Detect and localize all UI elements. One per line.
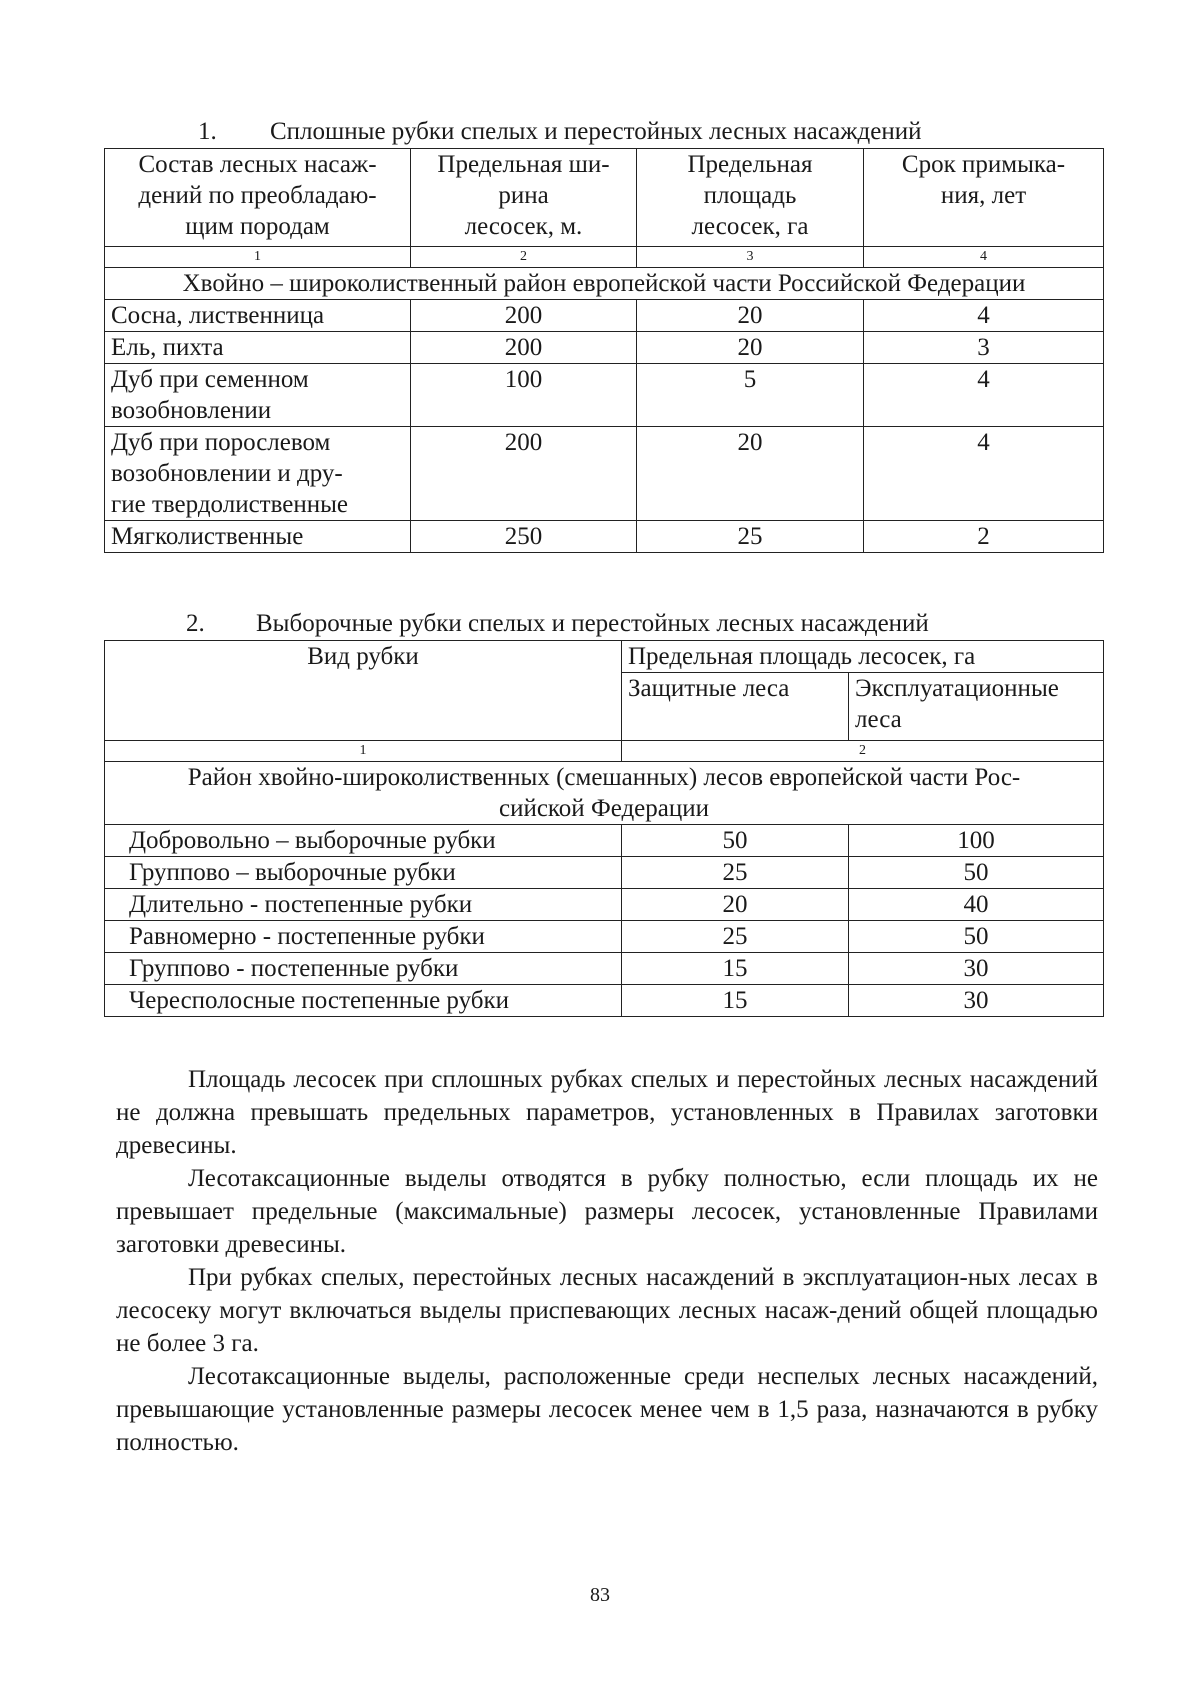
table-row: [105, 857, 1104, 889]
table2-colnum: 1: [105, 741, 622, 762]
table2-header-row: [105, 641, 1104, 673]
table2-header-area: Предельная площадь лесосек, га: [622, 641, 1104, 673]
table2-region-row: [105, 762, 1104, 825]
table2: [104, 640, 1104, 1017]
table-row: [105, 300, 1104, 332]
term-cell: 2: [864, 521, 1104, 553]
table1-header-term: Срок примыка- ния, лет: [864, 149, 1104, 247]
table2-colnum: 2: [622, 741, 1104, 762]
exploitation-cell: 40: [849, 889, 1104, 921]
table-row: [105, 953, 1104, 985]
term-cell: 4: [864, 427, 1104, 521]
table2-region: Район хвойно-широколиственных (смешанных) лесов европейской части Рос- сийской Федерации: [105, 762, 1104, 825]
table1-caption: [198, 118, 921, 146]
species-cell: Ель, пихта: [105, 332, 411, 364]
area-cell: 20: [637, 332, 864, 364]
paragraph: Лесотаксационные выделы, расположенные среди неспелых лесных насаждений, превышающие установленные размеры лесосек менее чем в 1,5 раза, назначаются в рубку полностью.: [116, 1363, 1098, 1456]
term-cell: 4: [864, 364, 1104, 427]
area-cell: 20: [637, 427, 864, 521]
width-cell: 200: [411, 332, 637, 364]
exploitation-cell: 30: [849, 985, 1104, 1017]
area-cell: 25: [637, 521, 864, 553]
kind-cell: Группово - постепенные рубки: [105, 953, 622, 985]
species-cell: Сосна, лиственница: [105, 300, 411, 332]
species-cell: Дуб при семенном возобновлении: [105, 364, 411, 427]
protective-cell: 15: [622, 953, 849, 985]
width-cell: 100: [411, 364, 637, 427]
table-row: [105, 521, 1104, 553]
protective-cell: 25: [622, 921, 849, 953]
page-number: 83: [590, 1584, 610, 1606]
species-cell: Дуб при порослевом возобновлении и дру- гие твердолиственные: [105, 427, 411, 521]
exploitation-cell: 50: [849, 921, 1104, 953]
protective-cell: 20: [622, 889, 849, 921]
width-cell: 200: [411, 300, 637, 332]
table2-sub-exploitation: Эксплуатационные леса: [849, 673, 1104, 741]
exploitation-cell: 30: [849, 953, 1104, 985]
table2-sub-protective: Защитные леса: [622, 673, 849, 741]
table-row: [105, 332, 1104, 364]
table1-number: 1.: [198, 118, 217, 145]
kind-cell: Длительно - постепенные рубки: [105, 889, 622, 921]
exploitation-cell: 50: [849, 857, 1104, 889]
protective-cell: 15: [622, 985, 849, 1017]
table1-region-row: [105, 268, 1104, 300]
area-cell: 20: [637, 300, 864, 332]
table1-title: Сплошные рубки спелых и перестойных лесных насаждений: [270, 118, 922, 145]
protective-cell: 50: [622, 825, 849, 857]
protective-cell: 25: [622, 857, 849, 889]
table1-header-width: Предельная ши- рина лесосек, м.: [411, 149, 637, 247]
table-row: [105, 889, 1104, 921]
table1: [104, 148, 1104, 553]
kind-cell: Добровольно – выборочные рубки: [105, 825, 622, 857]
table1-colnum: 3: [637, 247, 864, 268]
table1-header-species: Состав лесных насаж- дений по преобладаю- щим породам: [105, 149, 411, 247]
paragraph: При рубках спелых, перестойных лесных насаждений в эксплуатацион-ных лесах в лесосеку могут включаться выделы приспевающих лесных насаж-дений общей площадью не более 3 га.: [116, 1264, 1098, 1357]
area-cell: 5: [637, 364, 864, 427]
body-text: [116, 1063, 1098, 1459]
table1-colnum: 4: [864, 247, 1104, 268]
table2-number: 2.: [186, 610, 205, 637]
kind-cell: Чересполосные постепенные рубки: [105, 985, 622, 1017]
kind-cell: Равномерно - постепенные рубки: [105, 921, 622, 953]
width-cell: 200: [411, 427, 637, 521]
table2-column-numbers: [105, 741, 1104, 762]
table1-colnum: 1: [105, 247, 411, 268]
table2-caption: [186, 610, 929, 638]
table2-header-kind: Вид рубки: [105, 641, 622, 741]
term-cell: 3: [864, 332, 1104, 364]
table-row: [105, 427, 1104, 521]
table1-column-numbers: [105, 247, 1104, 268]
kind-cell: Группово – выборочные рубки: [105, 857, 622, 889]
paragraph: Площадь лесосек при сплошных рубках спелых и перестойных лесных насаждений не должна превышать предельных параметров, установленных в Правилах заготовки древесины.: [116, 1066, 1098, 1159]
table-row: [105, 364, 1104, 427]
table1-colnum: 2: [411, 247, 637, 268]
species-cell: Мягколиственные: [105, 521, 411, 553]
term-cell: 4: [864, 300, 1104, 332]
table-row: [105, 921, 1104, 953]
table2-title: Выборочные рубки спелых и перестойных лесных насаждений: [256, 610, 929, 637]
table1-header-area: Предельная площадь лесосек, га: [637, 149, 864, 247]
exploitation-cell: 100: [849, 825, 1104, 857]
table1-region: Хвойно – широколиственный район европейской части Российской Федерации: [105, 268, 1104, 300]
width-cell: 250: [411, 521, 637, 553]
paragraph: Лесотаксационные выделы отводятся в рубку полностью, если площадь их не превышает предельные (максимальные) размеры лесосек, установленные Правилами заготовки древесины.: [116, 1165, 1098, 1258]
table-row: [105, 825, 1104, 857]
table-row: [105, 985, 1104, 1017]
table1-header-row: [105, 149, 1104, 247]
